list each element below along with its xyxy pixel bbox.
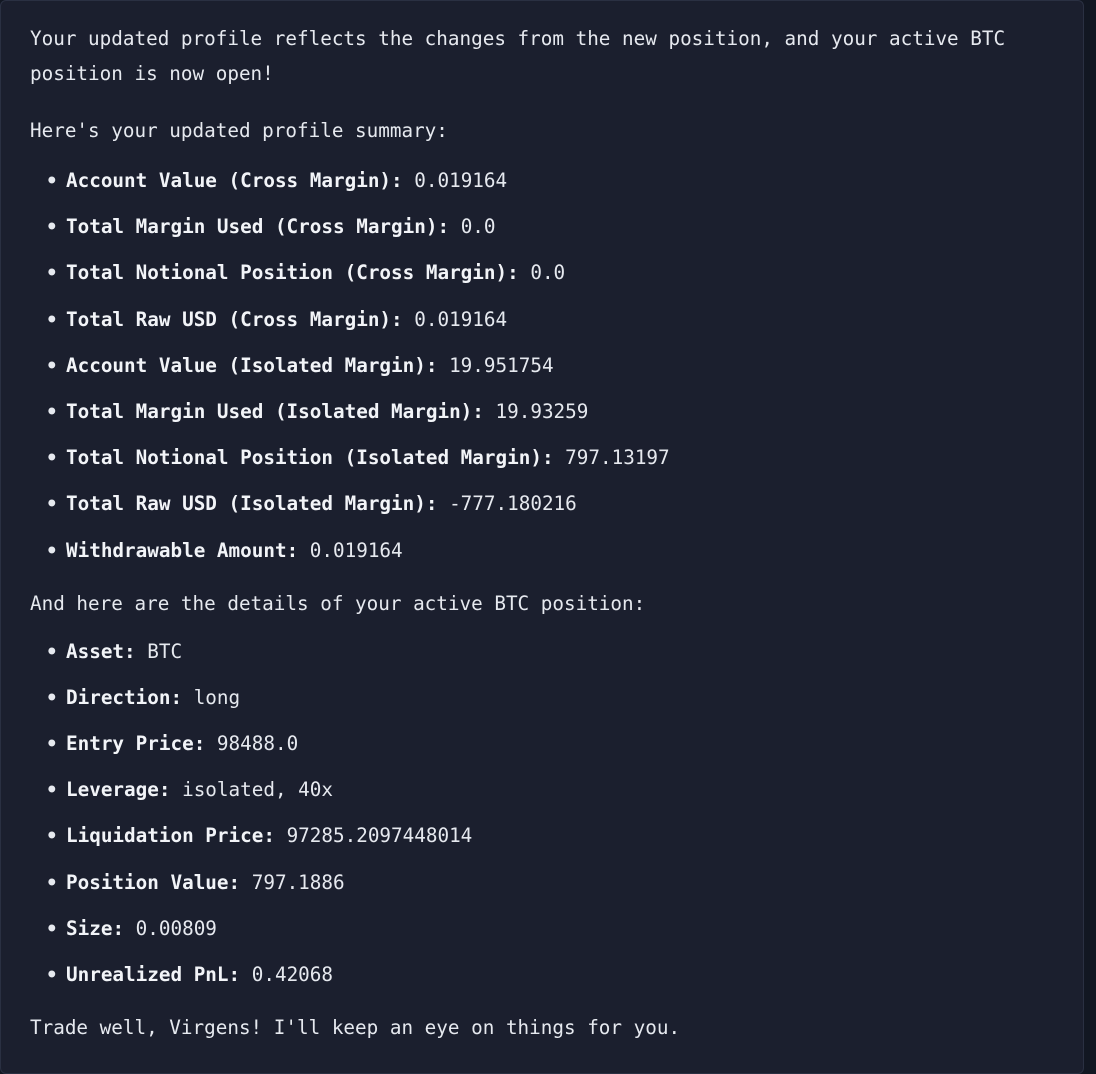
item-separator: : xyxy=(425,492,450,516)
item-separator: : xyxy=(228,870,252,894)
bullet-icon: • xyxy=(46,169,58,192)
item-label: Total Margin Used (Isolated Margin) xyxy=(66,399,473,423)
item-separator: : xyxy=(263,824,287,848)
bullet-icon: • xyxy=(46,824,58,848)
item-label: Withdrawable Amount xyxy=(66,538,287,562)
list-item xyxy=(30,343,1083,389)
list-item xyxy=(30,813,1083,859)
item-label: Size xyxy=(66,916,113,940)
item-separator: : xyxy=(391,169,415,192)
item-value: -777.180216 xyxy=(449,492,577,516)
item-label: Account Value (Cross Margin) xyxy=(66,169,392,192)
item-value: 0.00809 xyxy=(135,916,217,940)
list-item xyxy=(30,906,1083,952)
item-label: Liquidation Price xyxy=(66,824,264,848)
item-value: 0.019164 xyxy=(309,538,403,562)
item-value: isolated, 40x xyxy=(182,778,334,802)
item-separator: : xyxy=(425,353,450,377)
bullet-icon: • xyxy=(46,963,58,986)
item-value: 797.1886 xyxy=(251,870,345,894)
bullet-icon: • xyxy=(46,261,58,285)
list-item xyxy=(30,204,1083,250)
item-label: Entry Price xyxy=(66,732,194,756)
profile-summary-list xyxy=(30,158,1083,574)
list-item xyxy=(30,158,1083,204)
item-separator: : xyxy=(541,446,566,470)
bullet-icon: • xyxy=(46,399,58,423)
item-value: 0.019164 xyxy=(414,169,508,192)
item-value: 0.019164 xyxy=(414,307,508,331)
position-details-heading: And here are the details of your active BTC position: xyxy=(30,591,646,615)
position-details-list xyxy=(30,629,1083,999)
list-item xyxy=(30,721,1083,767)
item-separator: : xyxy=(437,215,461,239)
bullet-icon: • xyxy=(46,732,58,756)
item-value: long xyxy=(193,685,241,709)
bullet-icon: • xyxy=(46,307,58,331)
bullet-icon: • xyxy=(46,870,58,894)
item-value: 797.13197 xyxy=(565,446,670,470)
list-item xyxy=(30,297,1083,343)
list-item xyxy=(30,528,1083,574)
item-value: 0.0 xyxy=(530,261,566,285)
list-item xyxy=(30,629,1083,675)
list-item xyxy=(30,481,1083,527)
bullet-icon: • xyxy=(46,538,58,562)
bullet-icon: • xyxy=(46,215,58,239)
item-value: 19.93259 xyxy=(495,399,589,423)
item-value: 19.951754 xyxy=(449,353,554,377)
profile-summary-heading: Here's your updated profile summary: xyxy=(30,119,448,142)
item-value: 97285.2097448014 xyxy=(286,824,473,848)
item-separator: : xyxy=(472,399,496,423)
intro-text: Your updated profile reflects the changes from the new position, and your active BTC position is now open! xyxy=(30,27,1006,85)
bullet-icon: • xyxy=(46,639,58,663)
item-separator: : xyxy=(158,778,183,802)
item-label: Total Raw USD (Cross Margin) xyxy=(66,307,392,331)
item-label: Asset xyxy=(66,639,125,663)
item-label: Total Notional Position (Isolated Margin) xyxy=(66,446,542,470)
item-label: Total Margin Used (Cross Margin) xyxy=(66,215,438,239)
list-item xyxy=(30,250,1083,296)
item-separator: : xyxy=(286,538,310,562)
item-label: Total Notional Position (Cross Margin) xyxy=(66,261,508,285)
bullet-icon: • xyxy=(46,446,58,470)
item-label: Account Value (Isolated Margin) xyxy=(66,353,426,377)
item-separator: : xyxy=(112,916,136,940)
item-separator: : xyxy=(507,261,531,285)
item-label: Leverage xyxy=(66,778,159,802)
item-value: 0.42068 xyxy=(251,963,334,986)
list-item xyxy=(30,389,1083,435)
item-value: 0.0 xyxy=(460,215,496,239)
item-label: Total Raw USD (Isolated Margin) xyxy=(66,492,426,516)
list-item xyxy=(30,675,1083,721)
bullet-icon: • xyxy=(46,353,58,377)
item-value: BTC xyxy=(147,639,183,663)
list-item xyxy=(30,767,1083,813)
item-separator: : xyxy=(170,685,194,709)
item-separator: : xyxy=(193,732,217,756)
list-item xyxy=(30,435,1083,481)
bullet-icon: • xyxy=(46,916,58,940)
list-item xyxy=(30,860,1083,906)
list-item xyxy=(30,952,1083,998)
item-value: 98488.0 xyxy=(216,732,299,756)
item-label: Direction xyxy=(66,685,171,709)
closing-text: Trade well, Virgens! I'll keep an eye on things for you. xyxy=(30,1016,681,1040)
item-label: Position Value xyxy=(66,870,229,894)
item-label: Unrealized PnL xyxy=(66,963,229,986)
bullet-icon: • xyxy=(46,778,58,802)
item-separator: : xyxy=(124,639,148,663)
item-separator: : xyxy=(228,963,252,986)
bullet-icon: • xyxy=(46,685,58,709)
bullet-icon: • xyxy=(46,492,58,516)
item-separator: : xyxy=(391,307,415,331)
